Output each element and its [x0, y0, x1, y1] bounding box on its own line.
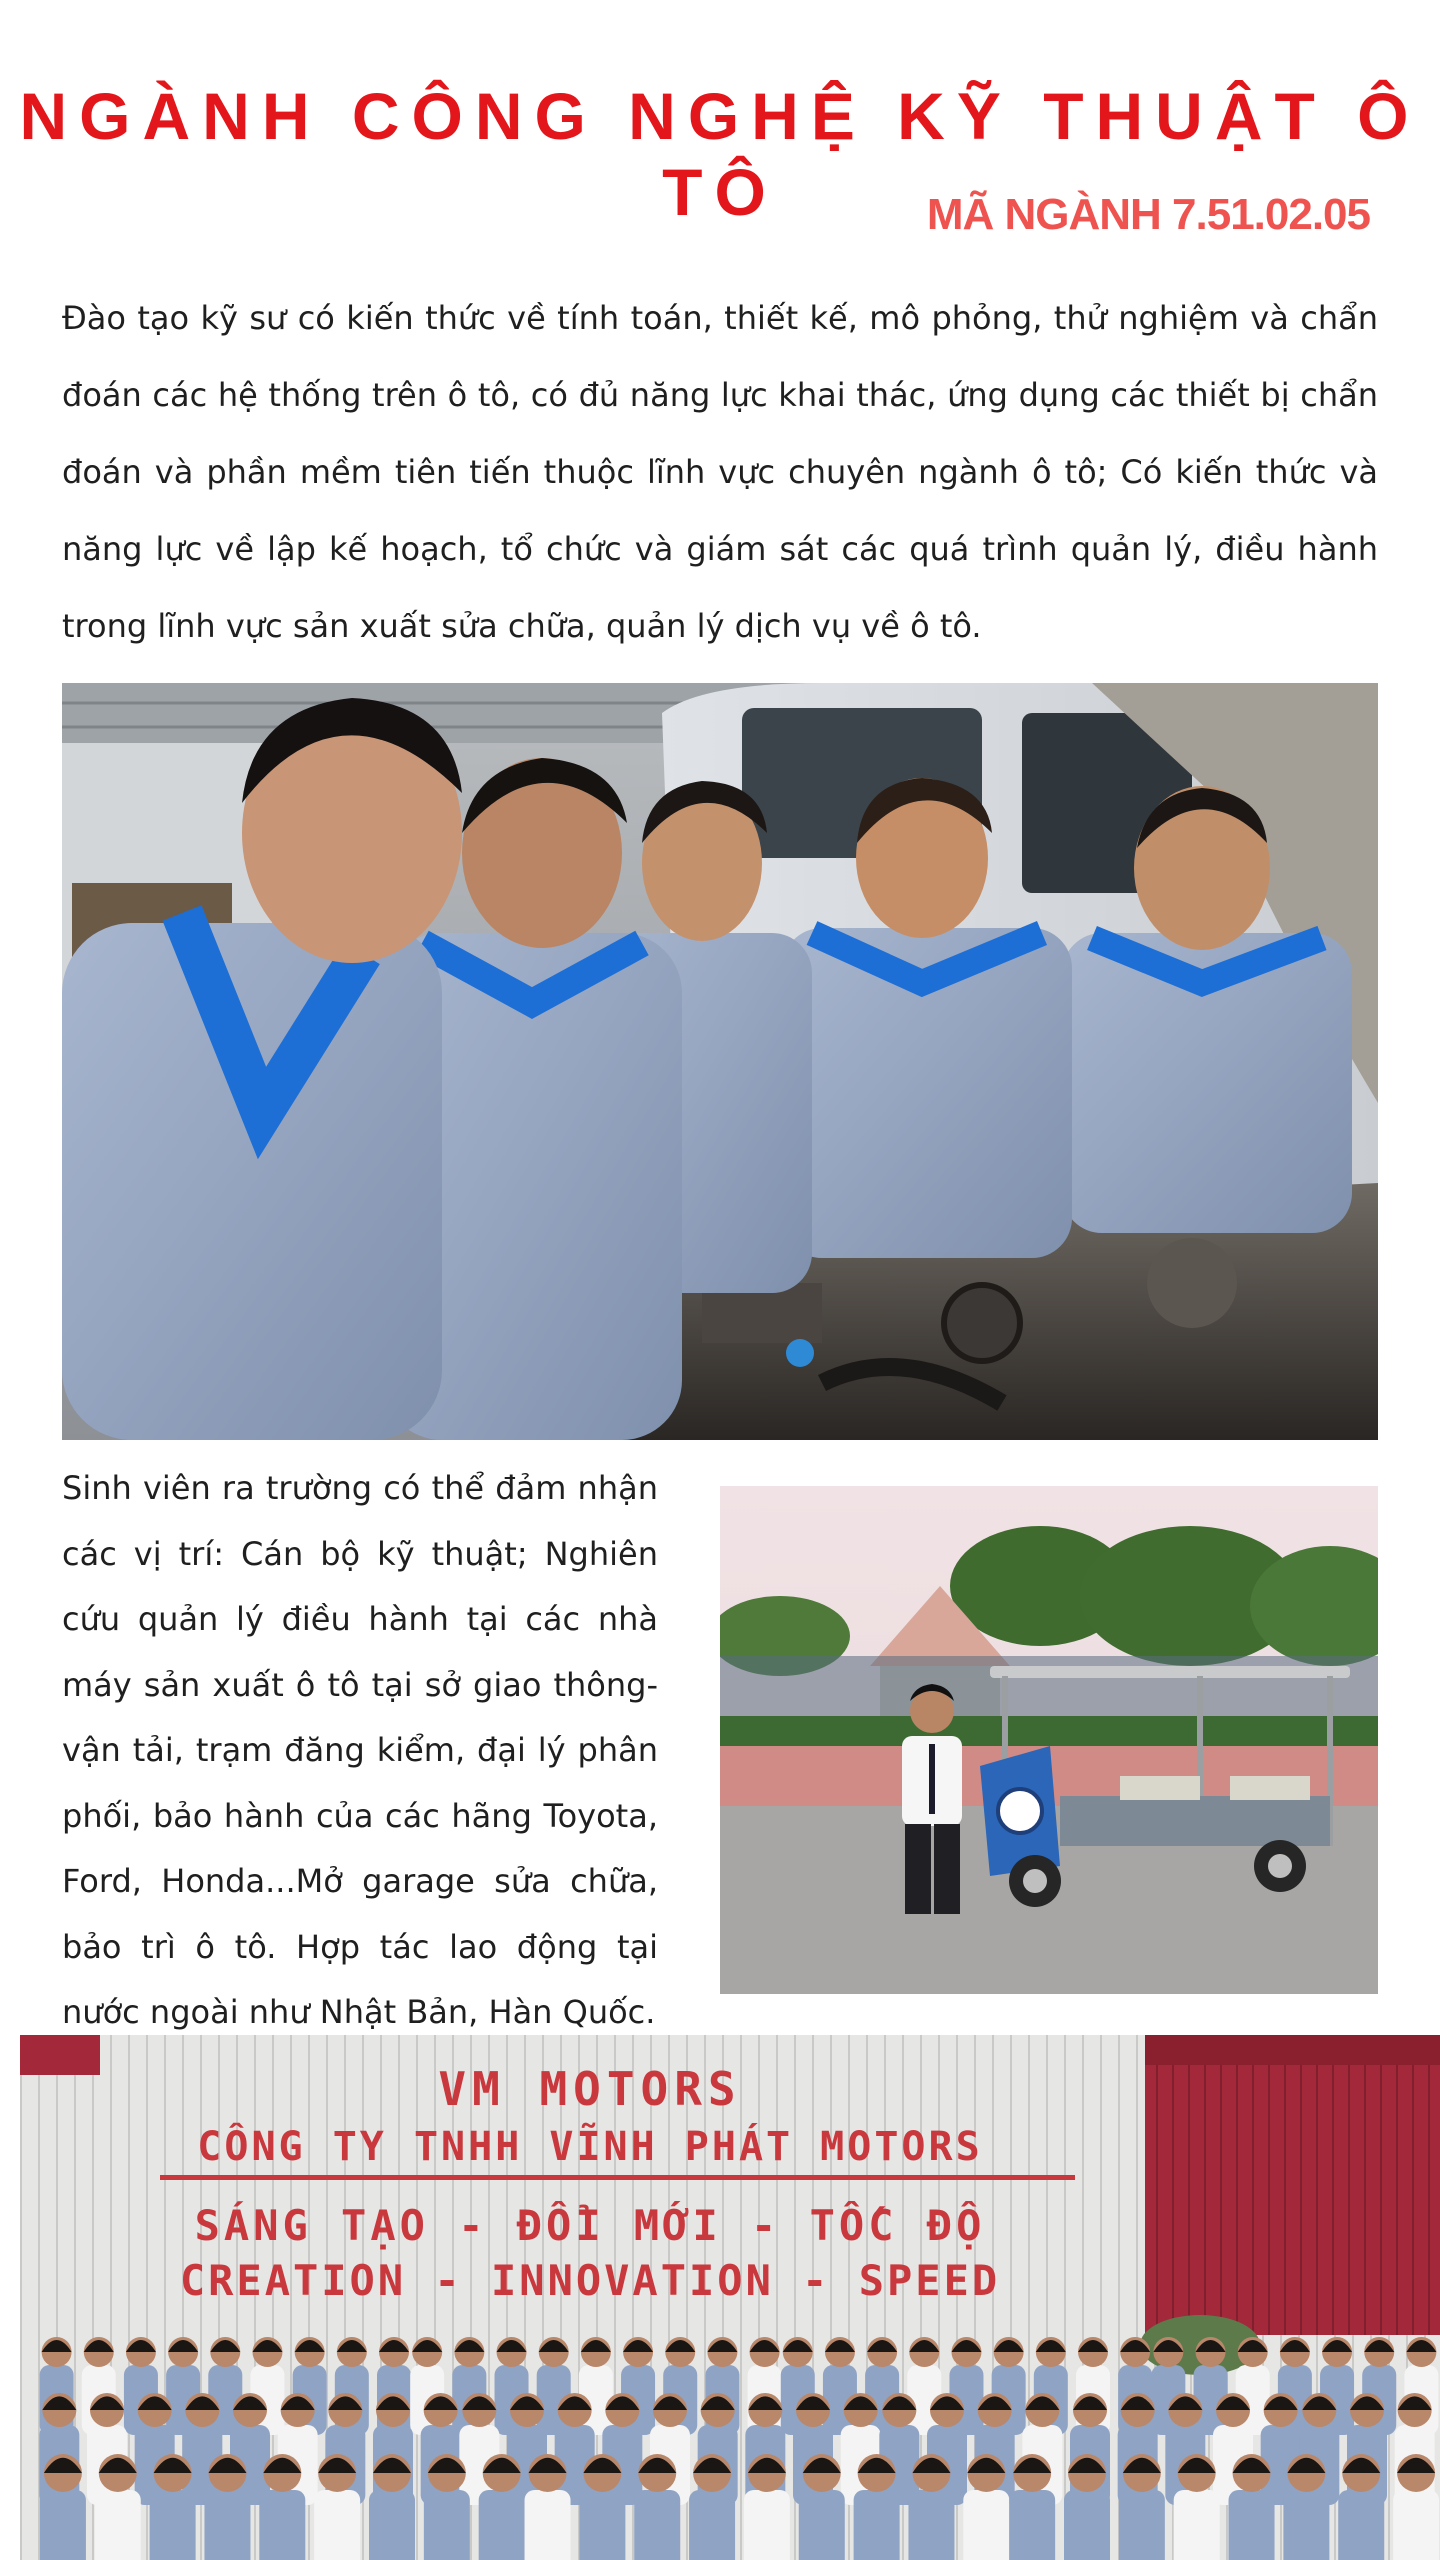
student-figure	[369, 2490, 415, 2560]
student-figure	[1119, 2490, 1165, 2560]
sign-line-1: VM MOTORS	[438, 2062, 742, 2116]
student-figure	[744, 2490, 790, 2560]
student-figure	[204, 2490, 250, 2560]
student-figure	[479, 2490, 525, 2560]
page-title: NGÀNH CÔNG NGHỆ KỸ THUẬT Ô TÔ	[19, 79, 1421, 229]
student-figure	[963, 2490, 1009, 2560]
student-figure	[799, 2490, 845, 2560]
career-paragraph: Sinh viên ra trường có thể đảm nhận các vị trí: Cán bộ kỹ thuật; Nghiên cứu quản lý điều hành tại các nhà máy sản xuất ô tô tại sở giao thông-vận tải, trạm đăng kiểm, đại lý phân phối, bảo hành của các hãng Toyota, Ford, Honda...Mở garage sửa chữa, bảo trì ô tô. Hợp tác lao động tại nước ngoài như Nhật Bản, Hàn Quốc.	[62, 1469, 658, 2031]
student-figure	[1338, 2490, 1384, 2560]
student-figure	[1393, 2490, 1439, 2560]
student-figure	[95, 2490, 141, 2560]
student-figure	[1009, 2490, 1055, 2560]
intro-paragraph: Đào tạo kỹ sư có kiến thức về tính toán, thiết kế, mô phỏng, thử nghiệm và chẩn đoán các hệ thống trên ô tô, có đủ năng lực khai thác, ứng dụng các thiết bị chẩn đoán và phần mềm tiên tiến thuộc lĩnh vực chuyên ngành ô tô; Có kiến thức và năng lực về lập kế hoạch, tổ chức và giám sát các quá trình quản lý, điều hành trong lĩnh vực sản xuất sửa chữa, quản lý dịch vụ về ô tô.	[62, 299, 1378, 645]
student-figure	[40, 2490, 86, 2560]
sign-line-4: CREATION - INNOVATION - SPEED	[179, 2256, 1001, 2305]
student-figure	[259, 2490, 305, 2560]
student-figure	[424, 2490, 470, 2560]
student-figure	[1283, 2490, 1329, 2560]
program-code: MÃ NGÀNH 7.51.02.05	[926, 190, 1370, 239]
vm-motors-group-photo	[20, 2035, 1440, 2560]
student-figure	[150, 2490, 196, 2560]
student-figure	[1064, 2490, 1110, 2560]
sign-line-3: SÁNG TẠO - ĐỔI MỚI - TỐC ĐỘ	[194, 2201, 986, 2250]
students-engine-photo	[62, 683, 1378, 1440]
student-figure	[854, 2490, 900, 2560]
student-figure	[908, 2490, 954, 2560]
sign-line-2: CÔNG TY TNHH VĨNH PHÁT MOTORS	[197, 2124, 983, 2170]
student-figure	[579, 2490, 625, 2560]
student-figure	[689, 2490, 735, 2560]
student-figure	[1229, 2490, 1275, 2560]
student-figure	[1174, 2490, 1220, 2560]
student-figure	[634, 2490, 680, 2560]
student-figure	[314, 2490, 360, 2560]
student-figure	[525, 2490, 571, 2560]
electric-vehicle-photo	[720, 1486, 1378, 1994]
